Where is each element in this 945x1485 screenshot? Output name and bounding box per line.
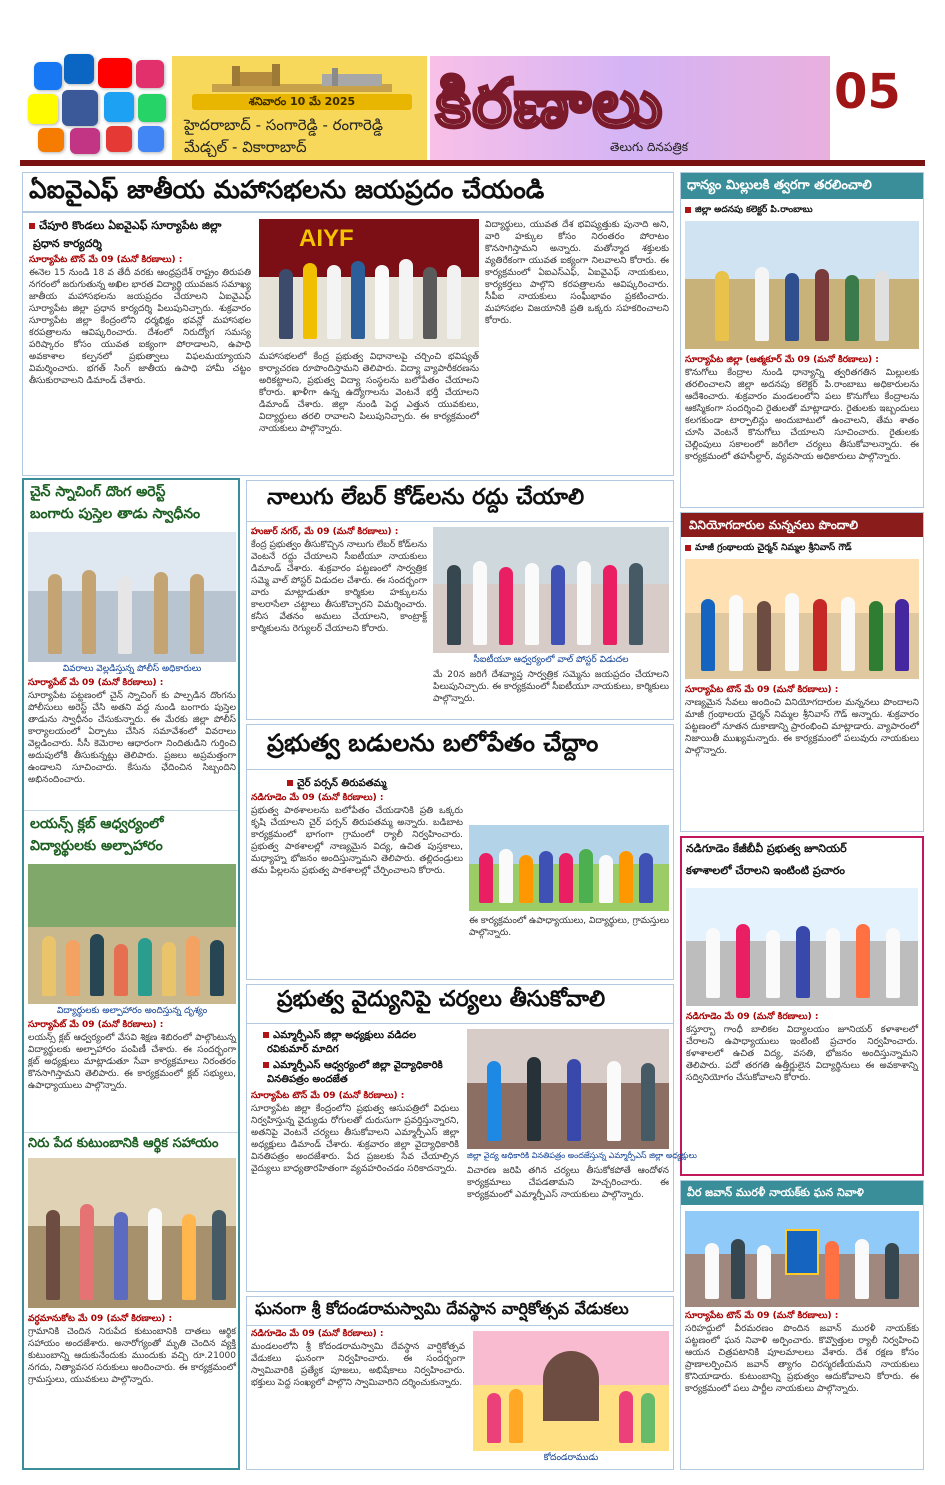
doctors-body-2: విచారణ జరిపి తగిన చర్యలు తీసుకోకపోతే ఆందోళన కార్యక్రమాలు చేపడతామని హెచ్చరించారు. ఈ కార్యక్రమంలో ఎమ్మార్పీఎస్ నాయకులు పాల్గొన్నారు. [467,1166,669,1200]
lions-dateline: సూర్యాపేట్ మే 09 (మనో కిరణాలు) : [28,1020,164,1030]
section-divider [24,810,238,811]
lions-headline-1: లయన్స్ క్లబ్ ఆధ్వర్యంలో [30,816,164,832]
temple-headline: ఘనంగా శ్రీ కోదండరామస్వామి దేవస్థాన వార్షికోత్సవ వేడుకలు [255,1299,629,1318]
doctors-byline-2: ఎమ్మార్పీఎస్ ఆధ్వర్యంలో జిల్లా వైద్యాధికారికి [263,1059,443,1073]
jawan-story [680,1180,924,1470]
doctors-dateline: సూర్యాపేట టౌన్ మే 09 (మనో కిరణాలు) : [251,1091,405,1101]
schools-byline: చైర్ పర్సన్ తిరుపతమ్మ [287,777,386,791]
headline-rule [247,1023,673,1024]
charminar-skyline-graphic [212,58,392,92]
doctors-byline-1b: రవికుమార్ మాదిగ [267,1044,339,1055]
lions-caption: విద్యార్థులకు అల్పాహారం అందిస్తున్న దృశ్యం [56,1006,208,1016]
labour-body-1: కేంద్ర ప్రభుత్వం తీసుకొచ్చిన నాలుగు లేబర్ కోడ్‌లను వెంటనే రద్దు చేయాలని సీఐటీయూ నాయకులు డిమాండ్ చేశారు. శుక్రవారం పట్టణంలో సార్వత్రిక సమ్మె వాల్ పోస్టర్ విడుదల చేశారు. ఈ సందర్భంగా వారు మాట్లాడుతూ కార్మికుల హక్కులను కాలరాసేలా చట్టాలు తీసుకొచ్చారని విమర్శించారు. కనీస వేతనం అమలు చేయాలని, కాంట్రాక్ట్ కార్మికులను రెగ్యులర్ చేయాలని కోరారు. [251,540,427,634]
lead-headline: ఏఐవైఎఫ్ జాతీయ మహాసభలను జయప్రదం చేయండి [29,175,545,204]
jawan-photo [685,1211,919,1307]
temple-body-1: మండలంలోని శ్రీ కోదండరామస్వామి దేవస్థాన వార్షికోత్సవ వేడుకలు ఘనంగా నిర్వహించారు. ఈ సందర్భంగా స్వామివారికి ప్రత్యేక పూజలు, అభిషేకాలు నిర్వహించారు. భక్తులు పెద్ద సంఖ్యలో పాల్గొని స్వామివారిని దర్శించుకున్నారు. [251,1342,465,1388]
distributors-headline: వినియోగదారుల మన్ననలు పొందాలి [681,513,923,537]
kgbv-story [680,836,924,1176]
section-divider [24,1132,238,1133]
headline-rule [247,521,673,522]
doctors-story [246,984,697,1292]
kgbv-dateline: నడిగూడెం మే 09 (మనో కిరణాలు) : [686,1012,819,1022]
jawan-headline: వీర జవాన్ మురళీ నాయక్‌కు ఘన నివాళి [681,1181,923,1205]
headline-rule [247,769,673,770]
pinterest-icon [106,126,132,152]
kgbv-body: కస్తూర్బా గాంధీ బాలికల విద్యాలయం జూనియర్ కళాశాలలో చేరాలని ఉపాధ్యాయులు ఇంటింటి ప్రచారం నిర్వహించారు. కళాశాలలో ఉచిత విద్య, వసతి, భోజనం అందిస్తున్నామని తెలిపారు. పదో తరగతి ఉత్తీర్ణులైన విద్యార్థినులు ఈ అవకాశాన్ని సద్వినియోగం చేసుకోవాలని కోరారు. [686,1025,918,1083]
masthead-date-box [172,56,427,164]
masthead-title-box [430,56,830,164]
labour-photo [433,527,669,653]
snapchat-icon [28,94,58,124]
lead-photo [259,219,479,347]
labour-caption: సీఐటీయూ ఆధ్వర్యంలో వాల్ పోస్టర్ విడుదల [473,655,629,665]
chain-headline-1: చైన్ స్నాచింగ్ దొంగ అరెస్ట్ [30,484,166,500]
distributors-body: నాణ్యమైన సేవలు అందించి వినియోగదారుల మన్ననలు పొందాలని మాజీ గ్రంథాలయ చైర్మన్ నిమ్మల శ్రీనివాస్ గౌడ్ అన్నారు. శుక్రవారం పట్టణంలో నూతన దుకాణాన్ని ప్రారంభించి మాట్లాడారు. వ్యాపారంలో నిజాయితీ ముఖ్యమన్నారు. ఈ కార్యక్రమంలో పలువురు నాయకులు పాల్గొన్నారు. [685,698,919,756]
schools-body-2: ఈ కార్యక్రమంలో ఉపాధ్యాయులు, విద్యార్థులు, గ్రామస్తులు పాల్గొన్నారు. [469,916,669,938]
aiyf-banner-text: AIYF [299,225,354,252]
issue-date: శనివారం 10 మే 2025 [192,94,412,110]
chain-body: సూర్యాపేట పట్టణంలో చైన్ స్నాచింగ్ కు పాల్పడిన దొంగను పోలీసులు అరెస్ట్ చేసి అతని వద్ద నుండి బంగారు పుస్తెల తాడును స్వాధీనం చేసుకున్నారు. ఈ మేరకు జిల్లా పోలీస్ కార్యాలయంలో ఏర్పాటు చేసిన సమావేశంలో వివరాలు వెల్లడించారు. సీసీ కెమెరాల ఆధారంగా నిందితుడిని గుర్తించి అదుపులోకి తీసుకున్నట్లు తెలిపారు. ప్రజలు అప్రమత్తంగా ఉండాలని సూచించారు. కేసును ఛేదించిన సిబ్బందిని అభినందించారు. [28,691,236,785]
kgbv-photo [686,888,918,1006]
temple-photo [473,1331,669,1451]
schools-body-1: ప్రభుత్వ పాఠశాలలను బలోపేతం చేయడానికి ప్రతి ఒక్కరు కృషి చేయాలని చైర్ పర్సన్ తిరుపతమ్మ అన్నారు. బడిబాట కార్యక్రమంలో భాగంగా గ్రామంలో ర్యాలీ నిర్వహించారు. ప్రభుత్వ పాఠశాలల్లో నాణ్యమైన విద్య, ఉచిత పుస్తకాలు, మధ్యాహ్న భోజనం అందిస్తున్నామని తెలిపారు. తల్లిదండ్రులు తమ పిల్లలను ప్రభుత్వ పాఠశాలల్లో చేర్పించాలని కోరారు. [251,806,463,876]
headline-rule [23,211,673,213]
schools-photo [469,825,669,911]
labour-story [246,480,674,720]
facebook-icon [62,90,98,126]
kgbv-headline-1: నడిగూడెం కేజీబీవీ ప్రభుత్వ జూనియర్ [686,842,847,855]
rss-icon [38,128,64,152]
chain-photo [28,532,236,662]
lead-body-col2: మహాసభలలో కేంద్ర ప్రభుత్వ విధానాలపై చర్చించి భవిష్యత్ కార్యాచరణ రూపొందిస్తామని తెలిపారు. విద్యా వ్యాపారీకరణను అరికట్టాలని, ప్రభుత్వ విద్యా సంస్థలను బలోపేతం చేయాలని కోరారు. ఖాళీగా ఉన్న ఉద్యోగాలను వెంటనే భర్తీ చేయాలని డిమాండ్ చేశారు. జిల్లా నుండి పెద్ద ఎత్తున యువకులు, విద్యార్థులు తరలి రావాలని పిలుపునిచ్చారు. ఈ కార్యక్రమంలో నాయకులు పాల్గొన్నారు. [259,352,479,434]
chain-dateline: సూర్యాపేట్ మే 09 (మనో కిరణాలు) : [28,678,164,688]
edition-cities-line2: మేడ్చల్ - వికారాబాద్ [184,138,307,156]
linkedin-icon [64,54,94,84]
lions-photo [28,864,236,1004]
page-number: 05 [834,64,901,120]
schools-story [246,724,674,980]
lead-byline-1: చేపూరి కొండలు ఏఐవైఎఫ్ సూర్యాపేట జిల్లా [29,219,221,235]
chain-caption: వివరాలు వెల్లడిస్తున్న పోలీస్ అధికారులు [62,664,202,674]
jawan-dateline: సూర్యాపేట టౌన్ మే 09 (మనో కిరణాలు) : [685,1311,839,1321]
temple-shrine-graphic [543,1351,599,1421]
youtube-icon [98,58,132,88]
headline-rule [247,1325,673,1326]
chain-headline-2: బంగారు పుస్తెల తాడు స్వాధీనం [30,506,201,522]
masthead-divider [20,160,925,166]
labour-dateline: హుజుర్ నగర్, మే 09 (మనో కిరణాలు) : [251,527,399,537]
temple-caption: కోదండరాముడు [543,1453,599,1463]
doctors-byline-2b: వినతిపత్రం అందజేత [267,1074,348,1085]
facebook-icon [34,62,62,90]
doctors-photo [467,1029,669,1149]
instagram-icon [70,128,100,154]
newspaper-title: కిరణాలు [436,64,665,142]
financial-body: గ్రామానికి చెందిన నిరుపేద కుటుంబానికి దాతలు ఆర్థిక సహాయం అందజేశారు. అనారోగ్యంతో మృతి చెందిన వ్యక్తి కుటుంబాన్ని ఆదుకునేందుకు ముందుకు వచ్చి రూ.21000 నగదు, నిత్యావసర సరుకులు అందించారు. ఈ కార్యక్రమంలో గ్రామస్తులు, యువకులు పాల్గొన్నారు. [28,1327,236,1385]
temple-story [246,1296,674,1470]
doctors-body-1: సూర్యాపేట జిల్లా కేంద్రంలోని ప్రభుత్వ ఆసుపత్రిలో విధులు నిర్వహిస్తున్న వైద్యుడు రోగులతో దురుసుగా ప్రవర్తిస్తున్నారని, అతనిపై వెంటనే చర్యలు తీసుకోవాలని ఎమ్మార్పీఎస్ జిల్లా అధ్యక్షులు డిమాండ్ చేశారు. శుక్రవారం జిల్లా వైద్యాధికారికి వినతిపత్రం అందజేశారు. పేద ప్రజలకు సేవ చేయాల్సిన వైద్యులు బాధ్యతారహితంగా వ్యవహరించడం సరికాదన్నారు. [251,1104,459,1174]
distributors-photo [685,559,919,679]
financial-dateline: వర్ధమానుకోట మే 09 (మనో కిరణాలు) : [28,1314,173,1324]
newspaper-subtitle: తెలుగు దినపత్రిక [610,140,689,154]
distributors-story [680,512,924,832]
grain-dateline: సూర్యాపేట జిల్లా (ఆత్మకూర్ మే 09 (మనో కిరణాలు) : [685,355,879,365]
lions-headline-2: విద్యార్థులకు అల్పాహారం [30,838,163,854]
social-media-icons-graphic [24,54,174,154]
doctors-headline: ప్రభుత్వ వైద్యునిపై చర్యలు తీసుకోవాలి [277,987,606,1012]
distributors-byline: మాజీ గ్రంథాలయ చైర్మన్ నిమ్మల శ్రీనివాస్ గౌడ్ [685,543,852,555]
google-icon [138,126,164,152]
lead-body-col3: విద్యార్థులు, యువత దేశ భవిష్యత్తుకు పునాది అని, వారి హక్కుల కోసం నిరంతరం పోరాటం కొనసాగిస్తామని అన్నారు. మతోన్మాద శక్తులకు వ్యతిరేకంగా యువత ఐక్యంగా నిలవాలని కోరారు. ఈ కార్యక్రమంలో ఏఐఎస్ఎఫ్, ఏఐవైఎఫ్ నాయకులు, కార్యకర్తలు పాల్గొని కరపత్రాలను ఆవిష్కరించారు. సీపీఐ నాయకులు సంఘీభావం ప్రకటించారు. మహాసభల విజయానికి ప్రతి ఒక్కరు సహకరించాలని కోరారు. [485,220,669,326]
grain-byline: జిల్లా అదనపు కలెక్టర్ పి.రాంబాబు [685,205,813,217]
schools-dateline: నడిగూడెం మే 09 (మనో కిరణాలు) : [251,793,384,803]
financial-headline: నిరు పేద కుటుంబానికి ఆర్థిక సహాయం [28,1136,219,1151]
grain-photo [685,221,919,349]
instagram-icon [136,60,164,88]
grain-headline: ధాన్యం మిల్లులకి త్వరగా తరలించాలి [681,173,923,199]
portrait-frame [785,1229,819,1275]
grain-story [680,172,924,508]
lead-story [22,172,674,476]
edition-cities-line1: హైదరాబాద్ - సంగారెడ్డి - రంగారెడ్డి [184,116,383,134]
kgbv-headline-2: కళాశాలలో చేరాలని ఇంటింటి ప్రచారం [686,864,845,877]
jawan-body: సరిహద్దులో వీరమరణం పొందిన జవాన్ మురళీ నాయక్‌కు పట్టణంలో ఘన నివాళి అర్పించారు. కొవ్వొత్తుల ర్యాలీ నిర్వహించి ఆయన చిత్రపటానికి పూలమాలలు వేశారు. దేశ రక్షణ కోసం ప్రాణాలర్పించిన జవాన్ త్యాగం చిరస్మరణీయమని నాయకులు కొనియాడారు. కుటుంబాన్ని ప్రభుత్వం ఆదుకోవాలని కోరారు. ఈ కార్యక్రమంలో పలు పార్టీల నాయకులు పాల్గొన్నారు. [685,1324,919,1394]
lead-body-col1: ఈనెల 15 నుండి 18 వ తేదీ వరకు ఆంధ్రప్రదేశ్ రాష్ట్రం తిరుపతి నగరంలో జరుగుతున్న అఖిల భారత విద్యార్థి యువజన సమాఖ్య జాతీయ మహాసభలను జయప్రదం చేయాలని ఏఐవైఎఫ్ సూర్యాపేట జిల్లా ప్రధాన కార్యదర్శి పిలుపునిచ్చారు. శుక్రవారం సూర్యాపేట జిల్లా కేంద్రంలోని ధర్మభిక్షం భవన్లో మహాసభల కరపత్రాలను ఆవిష్కరించారు. దేశంలో నిరుద్యోగ సమస్య పరిష్కారం కోసం యువత ఐక్యంగా పోరాడాలని, ఉపాధి అవకాశాల కల్పనలో ప్రభుత్వాలు విఫలమయ్యాయని విమర్శించారు. భగత్ సింగ్ జాతీయ ఉపాధి హామీ చట్టం తీసుకురావాలని డిమాండ్ చేశారు. [29,268,251,386]
doctors-caption: జిల్లా వైద్య అధికారికి వినతిపత్రం అందజేస్తున్న ఎమ్మార్పీఎస్ జిల్లా అధ్యక్షులు [467,1151,697,1160]
labour-body-2: మే 20న జరిగే దేశవ్యాప్త సార్వత్రిక సమ్మెను జయప్రదం చేయాలని పిలుపునిచ్చారు. ఈ కార్యక్రమంలో సీఐటీయూ నాయకులు, కార్మికులు పాల్గొన్నారు. [433,670,669,704]
left-column [22,478,240,1470]
distributors-dateline: సూర్యాపేట టౌన్ మే 09 (మనో కిరణాలు) : [685,685,839,695]
whatsapp-icon [138,94,166,122]
grain-body: కొనుగోలు కేంద్రాల నుండి ధాన్యాన్ని త్వరితగతిన మిల్లులకు తరలించాలని జిల్లా అదనపు కలెక్టర్ పి.రాంబాబు అధికారులను ఆదేశించారు. శుక్రవారం మండలంలోని పలు కొనుగోలు కేంద్రాలను ఆకస్మికంగా సందర్శించి రైతులతో మాట్లాడారు. రైతులకు ఇబ్బందులు కలగకుండా టార్పాలిన్లు అందుబాటులో ఉంచాలని, తేమ శాతం చూసి వెంటనే కొనుగోలు చేయాలని సూచించారు. రైతులకు చెల్లింపులు సకాలంలో జరిగేలా చర్యలు తీసుకోవాలన్నారు. ఈ కార్యక్రమంలో తహసీల్దార్, వ్యవసాయ అధికారులు పాల్గొన్నారు. [685,368,919,462]
doctors-byline-1: ఎమ్మార్పీఎస్ జిల్లా అధ్యక్షులు వడిదల [263,1029,416,1043]
twitter-icon [104,92,134,122]
schools-headline: ప్రభుత్వ బడులను బలోపేతం చేద్దాం [267,729,599,757]
lead-dateline: సూర్యాపేట టౌన్ మే 09 (మనో కిరణాలు) : [29,255,183,265]
labour-headline: నాలుగు లేబర్ కోడ్‌లను రద్దు చేయాలి [267,485,585,510]
temple-dateline: నడిగూడెం మే 09 (మనో కిరణాలు) : [251,1329,384,1339]
financial-photo [28,1158,236,1308]
lead-byline-2: ప్రధాన కార్యదర్శి [33,237,102,250]
lions-body: లయన్స్ క్లబ్ ఆధ్వర్యంలో వేసవి శిక్షణ శిబిరంలో పాల్గొంటున్న విద్యార్థులకు అల్పాహారం పంపిణీ చేశారు. ఈ సందర్భంగా క్లబ్ అధ్యక్షులు మాట్లాడుతూ సేవా కార్యక్రమాలు నిరంతరం కొనసాగిస్తామని తెలిపారు. ఈ కార్యక్రమంలో క్లబ్ సభ్యులు, ఉపాధ్యాయులు పాల్గొన్నారు. [28,1033,236,1091]
